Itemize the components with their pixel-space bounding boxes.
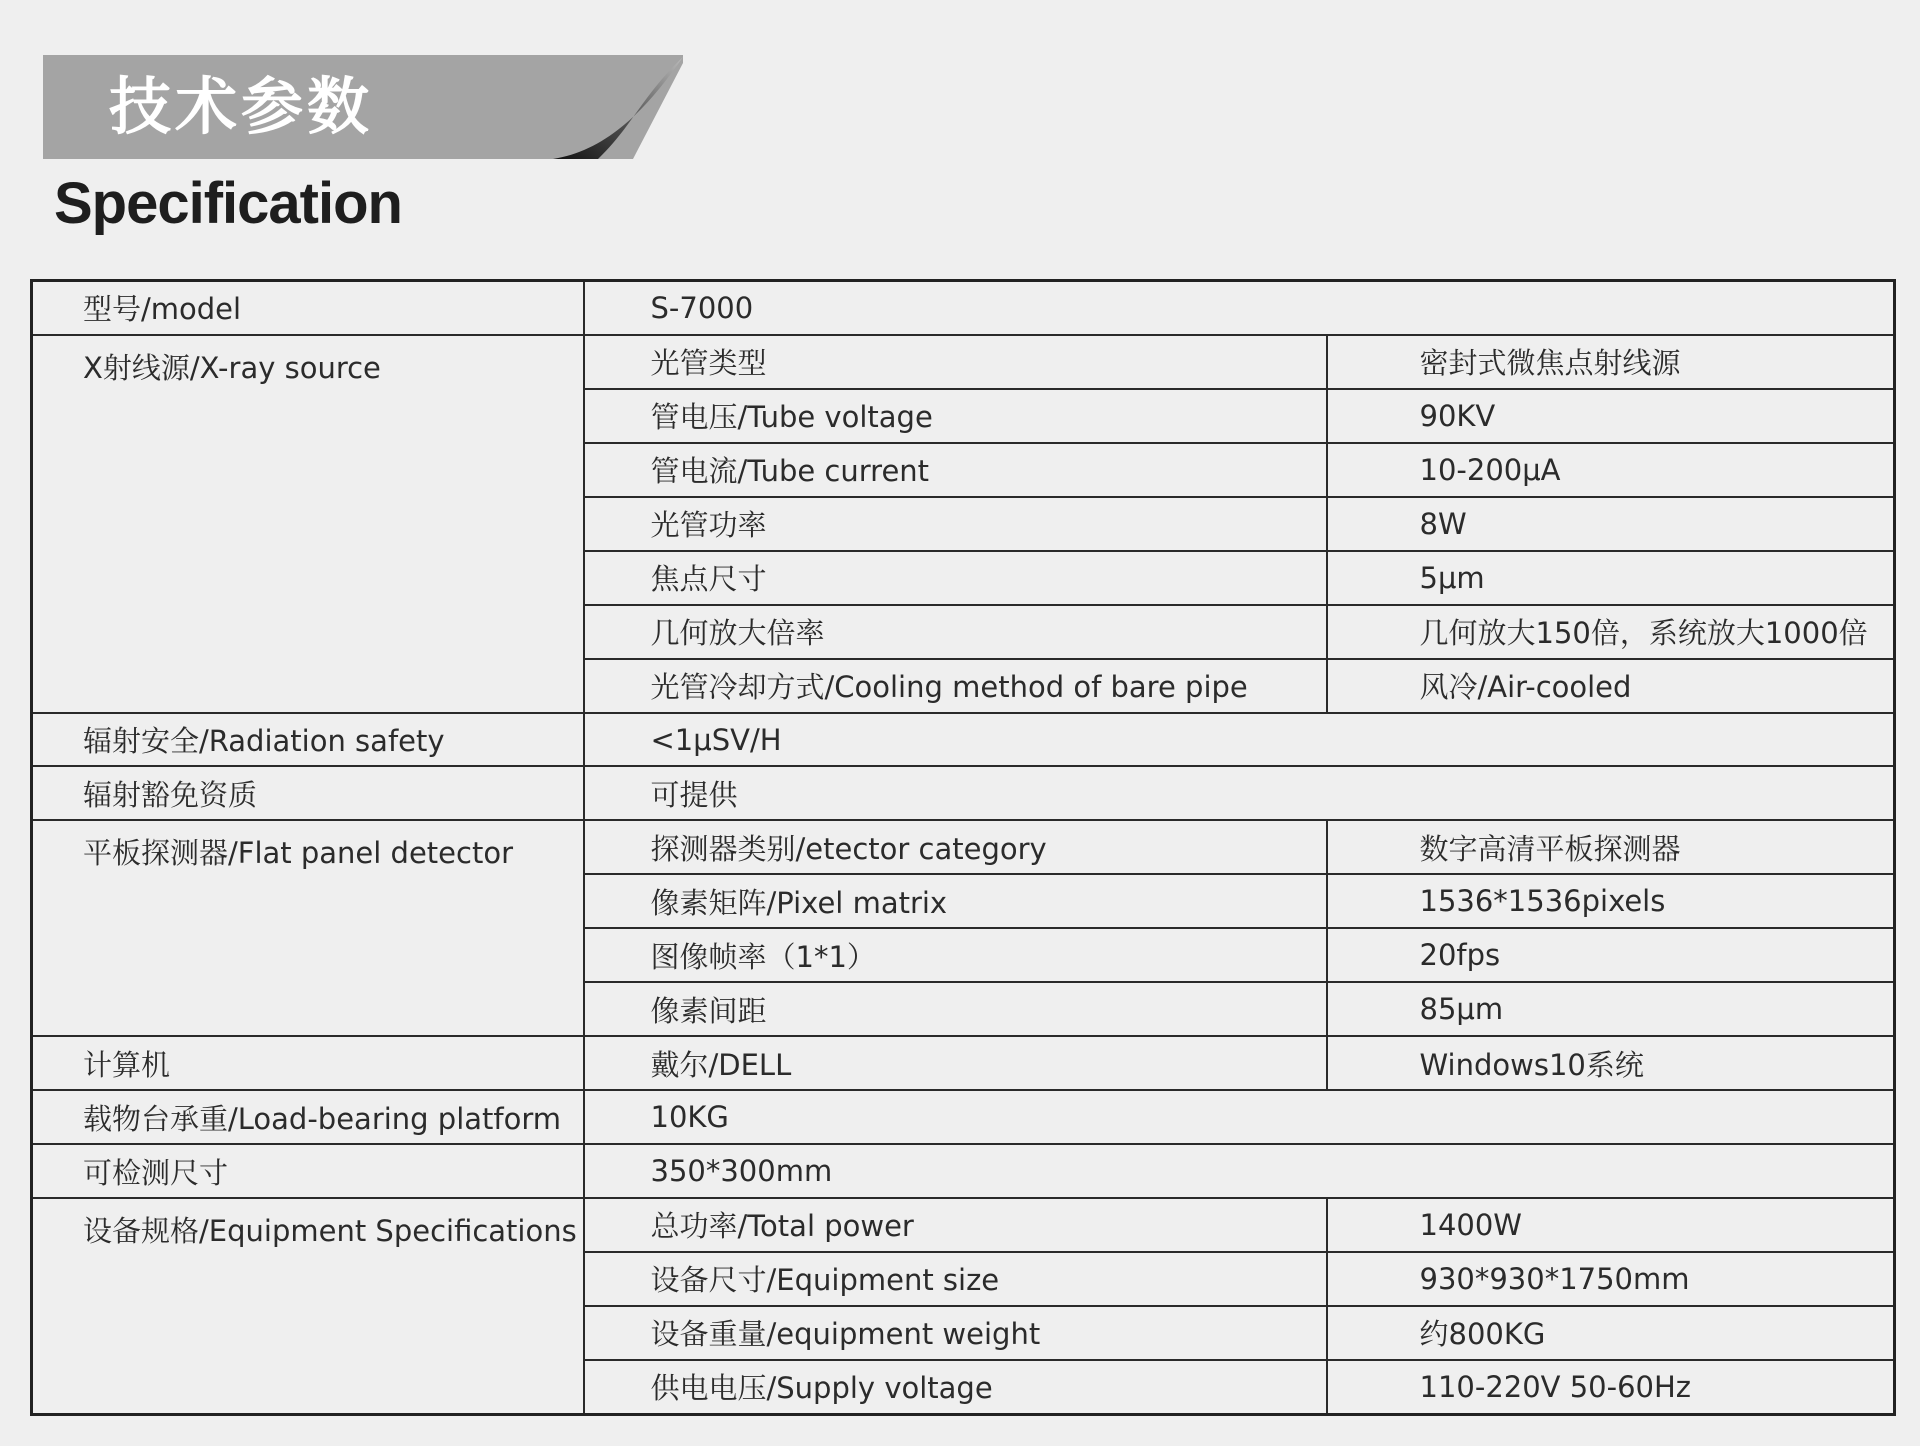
section-banner (43, 55, 683, 159)
row-label: 总功率/Total power (584, 1198, 1327, 1252)
row-label: 光管功率 (584, 497, 1327, 551)
row-value: 10-200μA (1327, 443, 1895, 497)
row-value: 10KG (584, 1090, 1895, 1144)
row-label: 几何放大倍率 (584, 605, 1327, 659)
row-label: 焦点尺寸 (584, 551, 1327, 605)
row-label: 设备重量/equipment weight (584, 1306, 1327, 1360)
table-row (32, 713, 1895, 767)
group-label: 设备规格/Equipment Specifications (32, 1198, 584, 1415)
row-value: 110-220V 50-60Hz (1327, 1360, 1895, 1415)
table-row (32, 281, 1895, 335)
row-label: 计算机 (32, 1036, 584, 1090)
table-row (32, 1036, 1895, 1090)
row-value: <1μSV/H (584, 713, 1895, 767)
row-label: 管电流/Tube current (584, 443, 1327, 497)
table-row (32, 1144, 1895, 1198)
row-value: 可提供 (584, 766, 1895, 820)
row-value: 风冷/Air-cooled (1327, 659, 1895, 713)
page-title: Specification (54, 171, 402, 236)
row-label: 管电压/Tube voltage (584, 389, 1327, 443)
row-value: 1536*1536pixels (1327, 874, 1895, 928)
row-value: 数字高清平板探测器 (1327, 820, 1895, 874)
row-value: 85μm (1327, 982, 1895, 1036)
row-label: 图像帧率（1*1） (584, 928, 1327, 982)
banner-title: 技术参数 (109, 70, 374, 143)
row-label: 光管类型 (584, 335, 1327, 389)
row-value: 350*300mm (584, 1144, 1895, 1198)
row-value: 20fps (1327, 928, 1895, 982)
row-label: 可检测尺寸 (32, 1144, 584, 1198)
row-value: 90KV (1327, 389, 1895, 443)
row-label: 像素间距 (584, 982, 1327, 1036)
table-row (32, 1198, 1895, 1252)
table-row (32, 766, 1895, 820)
row-value: 930*930*1750mm (1327, 1252, 1895, 1306)
table-row (32, 335, 1895, 389)
row-value: 密封式微焦点射线源 (1327, 335, 1895, 389)
row-label: 设备尺寸/Equipment size (584, 1252, 1327, 1306)
row-value: S-7000 (584, 281, 1895, 335)
row-value: 戴尔/DELL (584, 1036, 1327, 1090)
row-value: 1400W (1327, 1198, 1895, 1252)
row-value: 约800KG (1327, 1306, 1895, 1360)
group-label: X射线源/X-ray source (32, 335, 584, 713)
row-label: 探测器类别/etector category (584, 820, 1327, 874)
row-value: 几何放大150倍，系统放大1000倍 (1327, 605, 1895, 659)
row-label: 光管冷却方式/Cooling method of bare pipe (584, 659, 1327, 713)
table-row (32, 1090, 1895, 1144)
row-label: 载物台承重/Load-bearing platform (32, 1090, 584, 1144)
table-row (32, 820, 1895, 874)
row-label: 辐射豁免资质 (32, 766, 584, 820)
group-label: 平板探测器/Flat panel detector (32, 820, 584, 1036)
spec-table (30, 279, 1896, 1416)
row-value: 5μm (1327, 551, 1895, 605)
row-value: 8W (1327, 497, 1895, 551)
row-value: Windows10系统 (1327, 1036, 1895, 1090)
row-label: 像素矩阵/Pixel matrix (584, 874, 1327, 928)
row-label: 型号/model (32, 281, 584, 335)
row-label: 供电电压/Supply voltage (584, 1360, 1327, 1415)
row-label: 辐射安全/Radiation safety (32, 713, 584, 767)
